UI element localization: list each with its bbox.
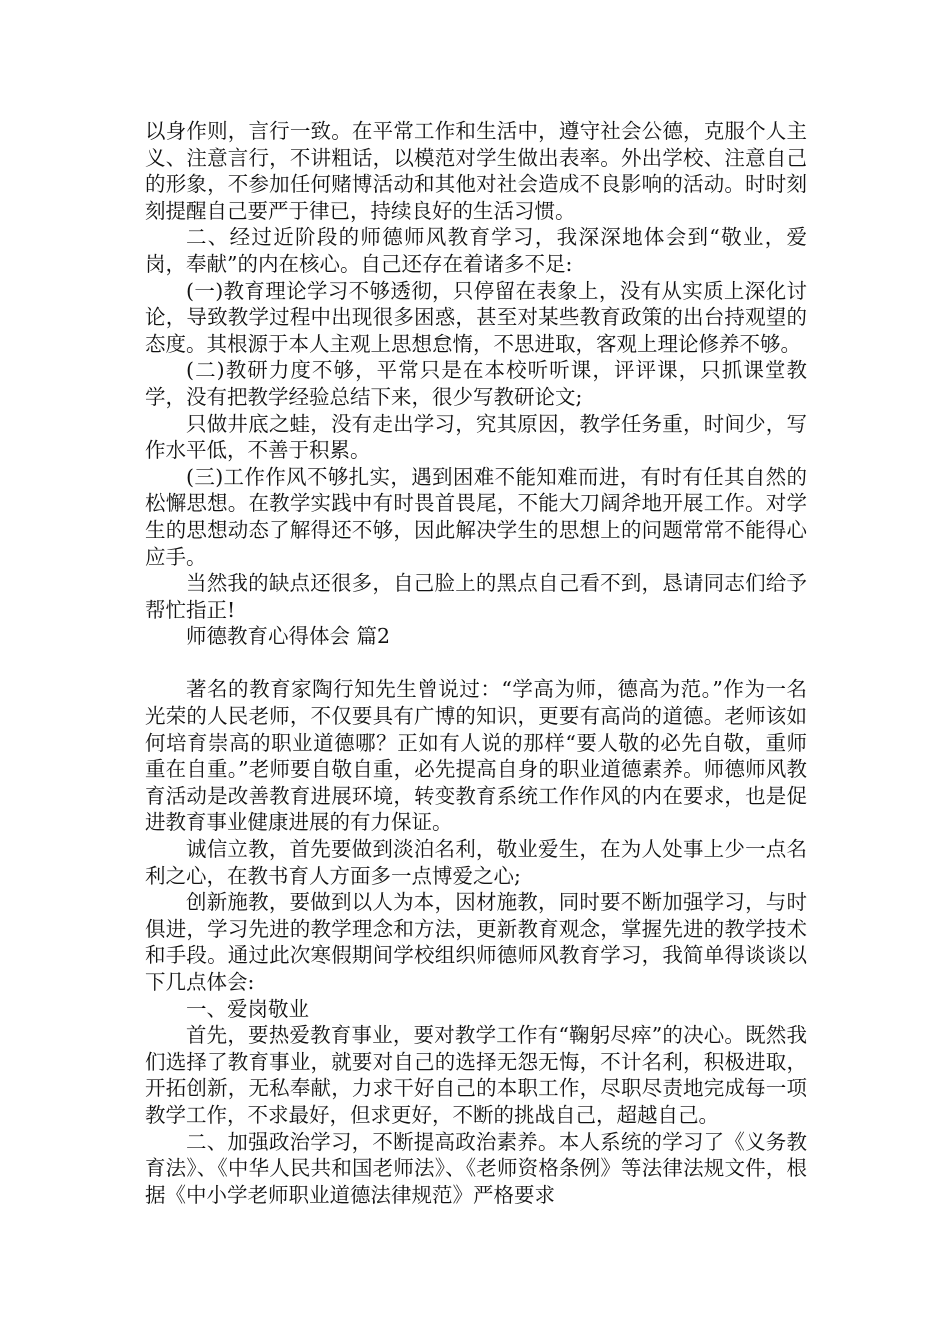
blank-line	[145, 650, 807, 677]
paragraph-integrity: 诚信立教，首先要做到淡泊名利，敬业爱生，在为人处事上少一点名利之心，在教书育人方面多一点博爱之心;	[145, 837, 807, 888]
paragraph-point-two: (二)教研力度不够，平常只是在本校听听课，评评课，只抓课堂教学，没有把教学经验总结下来，很少写教研论文;	[145, 358, 807, 409]
paragraph-political-study: 二、加强政治学习，不断提高政治素养。本人系统的学习了《义务教育法》、《中华人民共和国老师法》、《老师资格条例》等法律法规文件，根据《中小学老师职业道德法律规范》严格要求	[145, 1129, 807, 1207]
document-body	[145, 118, 807, 1208]
paragraph-innovation: 创新施教，要做到以人为本，因材施教，同时要不断加强学习，与时俱进，学习先进的教学理念和方法，更新教育观念，掌握先进的教学技术和手段。通过此次寒假期间学校组织师德师风教育学习，我简单得谈谈以下几点体会:	[145, 890, 807, 994]
paragraph-section-two: 二、经过近阶段的师德师风教育学习，我深深地体会到“敬业，爱岗，奉献”的内在核心。自己还存在着诸多不足:	[145, 225, 807, 276]
paragraph-continuation: 以身作则，言行一致。在平常工作和生活中，遵守社会公德，克服个人主义、注意言行，不讲粗话，以模范对学生做出表率。外出学校、注意自己的形象，不参加任何赌博活动和其他对社会造成不良影响的活动。时时刻刻提醒自己要严于律已，持续良好的生活习惯。	[145, 119, 807, 223]
paragraph-dedication: 首先，要热爱教育事业，要对教学工作有“鞠躬尽瘁”的决心。既然我们选择了教育事业，就要对自己的选择无怨无悔，不计名利，积极进取，开拓创新，无私奉献，力求干好自己的本职工作，尽职尽责地完成每一项教学工作，不求最好，但求更好，不断的挑战自己，超越自己。	[145, 1023, 807, 1127]
section-heading-dedication: 一、爱岗敬业	[186, 996, 309, 1021]
paragraph-closing: 当然我的缺点还很多，自己脸上的黑点自己看不到，恳请同志们给予帮忙指正!	[145, 571, 807, 622]
paragraph-point-one: (一)教育理论学习不够透彻，只停留在表象上，没有从实质上深化讨论，导致教学过程中出现很多困惑，甚至对某些教育政策的出台持观望的态度。其根源于本人主观上思想怠惰，不思进取，客观上理论修养不够。	[145, 278, 807, 356]
paragraph-intro: 著名的教育家陶行知先生曾说过：“学高为师，德高为范。”作为一名光荣的人民老师，不仅要具有广博的知识，更要有高尚的道德。老师该如何培育崇高的职业道德哪？正如有人说的那样“要人敬的必先自敬，重师重在自重。”老师要自敬自重，必先提高自身的职业道德素养。师德师风教育活动是改善教育进展环境，转变教育系统工作作风的内在要求，也是促进教育事业健康进展的有力保证。	[145, 677, 807, 835]
article-title: 师德教育心得体会 篇2	[186, 624, 391, 649]
paragraph-point-three: (三)工作作风不够扎实，遇到困难不能知难而进，有时有任其自然的松懈思想。在教学实践中有时畏首畏尾，不能大刀阔斧地开展工作。对学生的思想动态了解得还不够，因此解决学生的思想上的问题常常不能得心应手。	[145, 464, 807, 569]
paragraph-point-two-cont: 只做井底之蛙，没有走出学习，究其原因，教学任务重，时间少，写作水平低，不善于积累。	[145, 411, 807, 463]
